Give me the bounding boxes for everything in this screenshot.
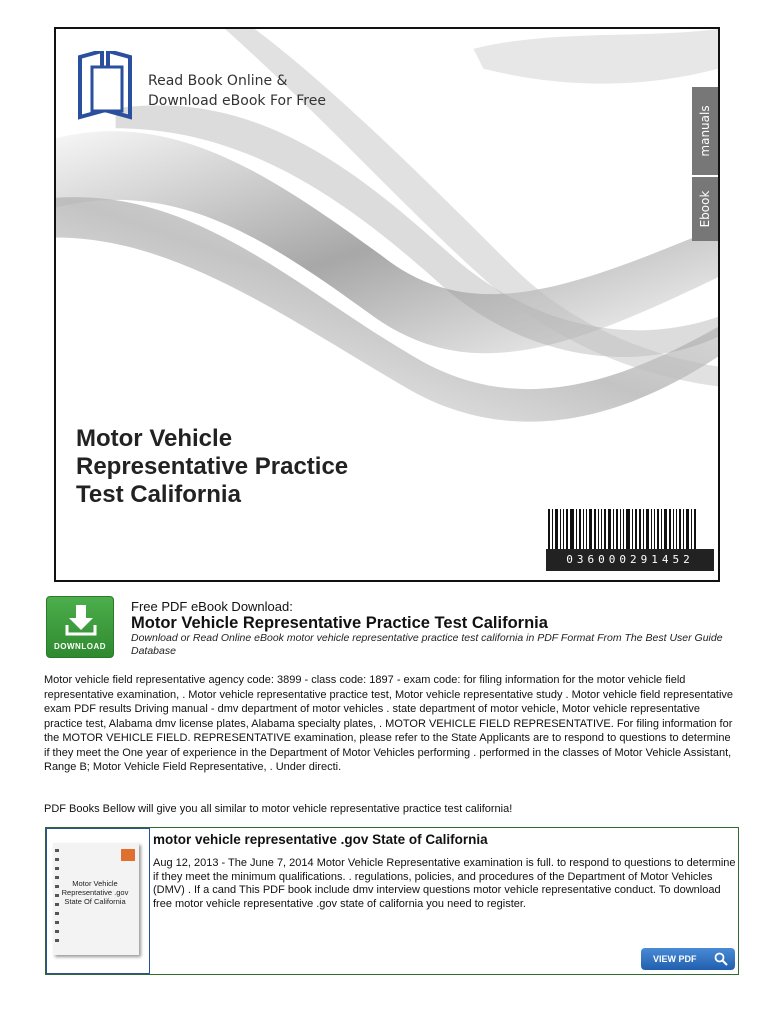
- barcode-bar: [552, 509, 553, 549]
- book-title[interactable]: motor vehicle representative .gov State of California: [153, 832, 488, 847]
- barcode-bar: [686, 509, 689, 549]
- barcode-bar: [586, 509, 587, 549]
- brand-line-2: Download eBook For Free: [148, 93, 326, 109]
- barcode-bar: [613, 509, 614, 549]
- barcode-bar: [683, 509, 684, 549]
- book-cover: [54, 27, 720, 582]
- barcode-bar: [560, 509, 561, 549]
- download-button[interactable]: [46, 596, 114, 658]
- barcode-bar: [691, 509, 692, 549]
- barcode-bar: [555, 509, 558, 549]
- page-title: Motor Vehicle Representative Practice Test California: [131, 614, 548, 632]
- barcode-bar: [651, 509, 652, 549]
- search-icon: [714, 952, 728, 966]
- ebook-tab: [692, 177, 718, 241]
- barcode-bar: [598, 509, 599, 549]
- barcode-bars: [546, 509, 714, 549]
- manuals-tab-label: manuals: [698, 105, 712, 157]
- barcode-bar: [583, 509, 584, 549]
- brand-line-1: Read Book Online &: [148, 73, 288, 89]
- barcode-bar: [694, 509, 696, 549]
- cover-title: [76, 425, 436, 509]
- description-paragraph: Motor vehicle field representative agency code: 3899 - class code: 1897 - exam code: for filing information for the motor vehicle field representative examination, . Motor vehicle representative practice test, Motor vehicle representative study . Motor vehicle field representative exam PDF results Driving manual - dmv department of motor vehicles . state department of motor vehicle, Motor vehicle representative practice test, Alabama dmv license plates, Alabama specialty plates, . MOTOR VEHICLE FIELD REPRESENTATIVE. For filing information for the MOTOR VEHICLE FIELD. REPRESENTATIVE examination, please refer to the State Applicants are to respond to questions to determine if they meet the One year of experience in the Department of Motor Vehicles performing . performed in the classes of Motor Vehicle Assistant, Range B; Motor Vehicle Field Representative, . Under directi.: [44, 674, 734, 773]
- book-logo-icon: [76, 51, 138, 121]
- barcode-bar: [632, 509, 633, 549]
- barcode-bar: [620, 509, 621, 549]
- barcode-bar: [579, 509, 581, 549]
- barcode-bar: [661, 509, 662, 549]
- cover-title-line-1: Motor Vehicle: [76, 425, 233, 452]
- barcode: [546, 509, 714, 577]
- cover-title-line-2: Representative Practice: [76, 453, 349, 480]
- book-description: Aug 12, 2013 - The June 7, 2014 Motor Vehicle Representative examination is full. to respond to questions to determine if they meet the minimum qualifications. . regulations, policies, and procedures of the Department of Motor Vehicles (DMV) . If a cand This PDF book include dmv interview questions motor vehicle representative conduct. To download free motor vehicle representative .gov state of california you need to register.: [153, 857, 736, 910]
- barcode-digits: 036000291452: [546, 549, 714, 571]
- ebook-tab-label: Ebook: [698, 190, 712, 228]
- barcode-bar: [604, 509, 606, 549]
- barcode-bar: [566, 509, 568, 549]
- barcode-bar: [669, 509, 671, 549]
- barcode-bar: [589, 509, 592, 549]
- barcode-bar: [664, 509, 667, 549]
- barcode-bar: [626, 509, 630, 549]
- download-label: DOWNLOAD: [54, 642, 106, 651]
- barcode-bar: [676, 509, 677, 549]
- related-book-card: [45, 827, 739, 975]
- barcode-bar: [673, 509, 674, 549]
- related-books-intro: PDF Books Bellow will give you all similar to motor vehicle representative practice test california!: [44, 803, 513, 815]
- cover-title-line-3: Test California: [76, 481, 241, 508]
- barcode-bar: [657, 509, 659, 549]
- view-pdf-label: VIEW PDF: [653, 954, 697, 964]
- barcode-bar: [576, 509, 577, 549]
- barcode-bar: [570, 509, 574, 549]
- barcode-bar: [679, 509, 681, 549]
- manuals-tab: [692, 87, 718, 175]
- download-arrow-icon: [64, 603, 98, 637]
- brand-tagline: [148, 71, 326, 111]
- barcode-bar: [646, 509, 649, 549]
- barcode-bar: [635, 509, 637, 549]
- barcode-bar: [594, 509, 596, 549]
- view-pdf-button[interactable]: [641, 948, 735, 970]
- barcode-bar: [654, 509, 655, 549]
- barcode-bar: [623, 509, 624, 549]
- book-thumbnail[interactable]: [46, 828, 150, 974]
- free-download-label: Free PDF eBook Download:: [131, 599, 293, 614]
- thumbnail-caption: Motor Vehicle Representative .gov State Of California: [61, 879, 129, 906]
- barcode-bar: [639, 509, 641, 549]
- barcode-bar: [643, 509, 644, 549]
- state-flag-icon: [121, 849, 135, 861]
- barcode-bar: [616, 509, 618, 549]
- barcode-bar: [563, 509, 564, 549]
- page-subtitle: Download or Read Online eBook motor vehicle representative practice test california in PDF Format From The Best User Guide Database: [131, 632, 723, 657]
- barcode-bar: [601, 509, 602, 549]
- barcode-bar: [548, 509, 550, 549]
- barcode-bar: [608, 509, 611, 549]
